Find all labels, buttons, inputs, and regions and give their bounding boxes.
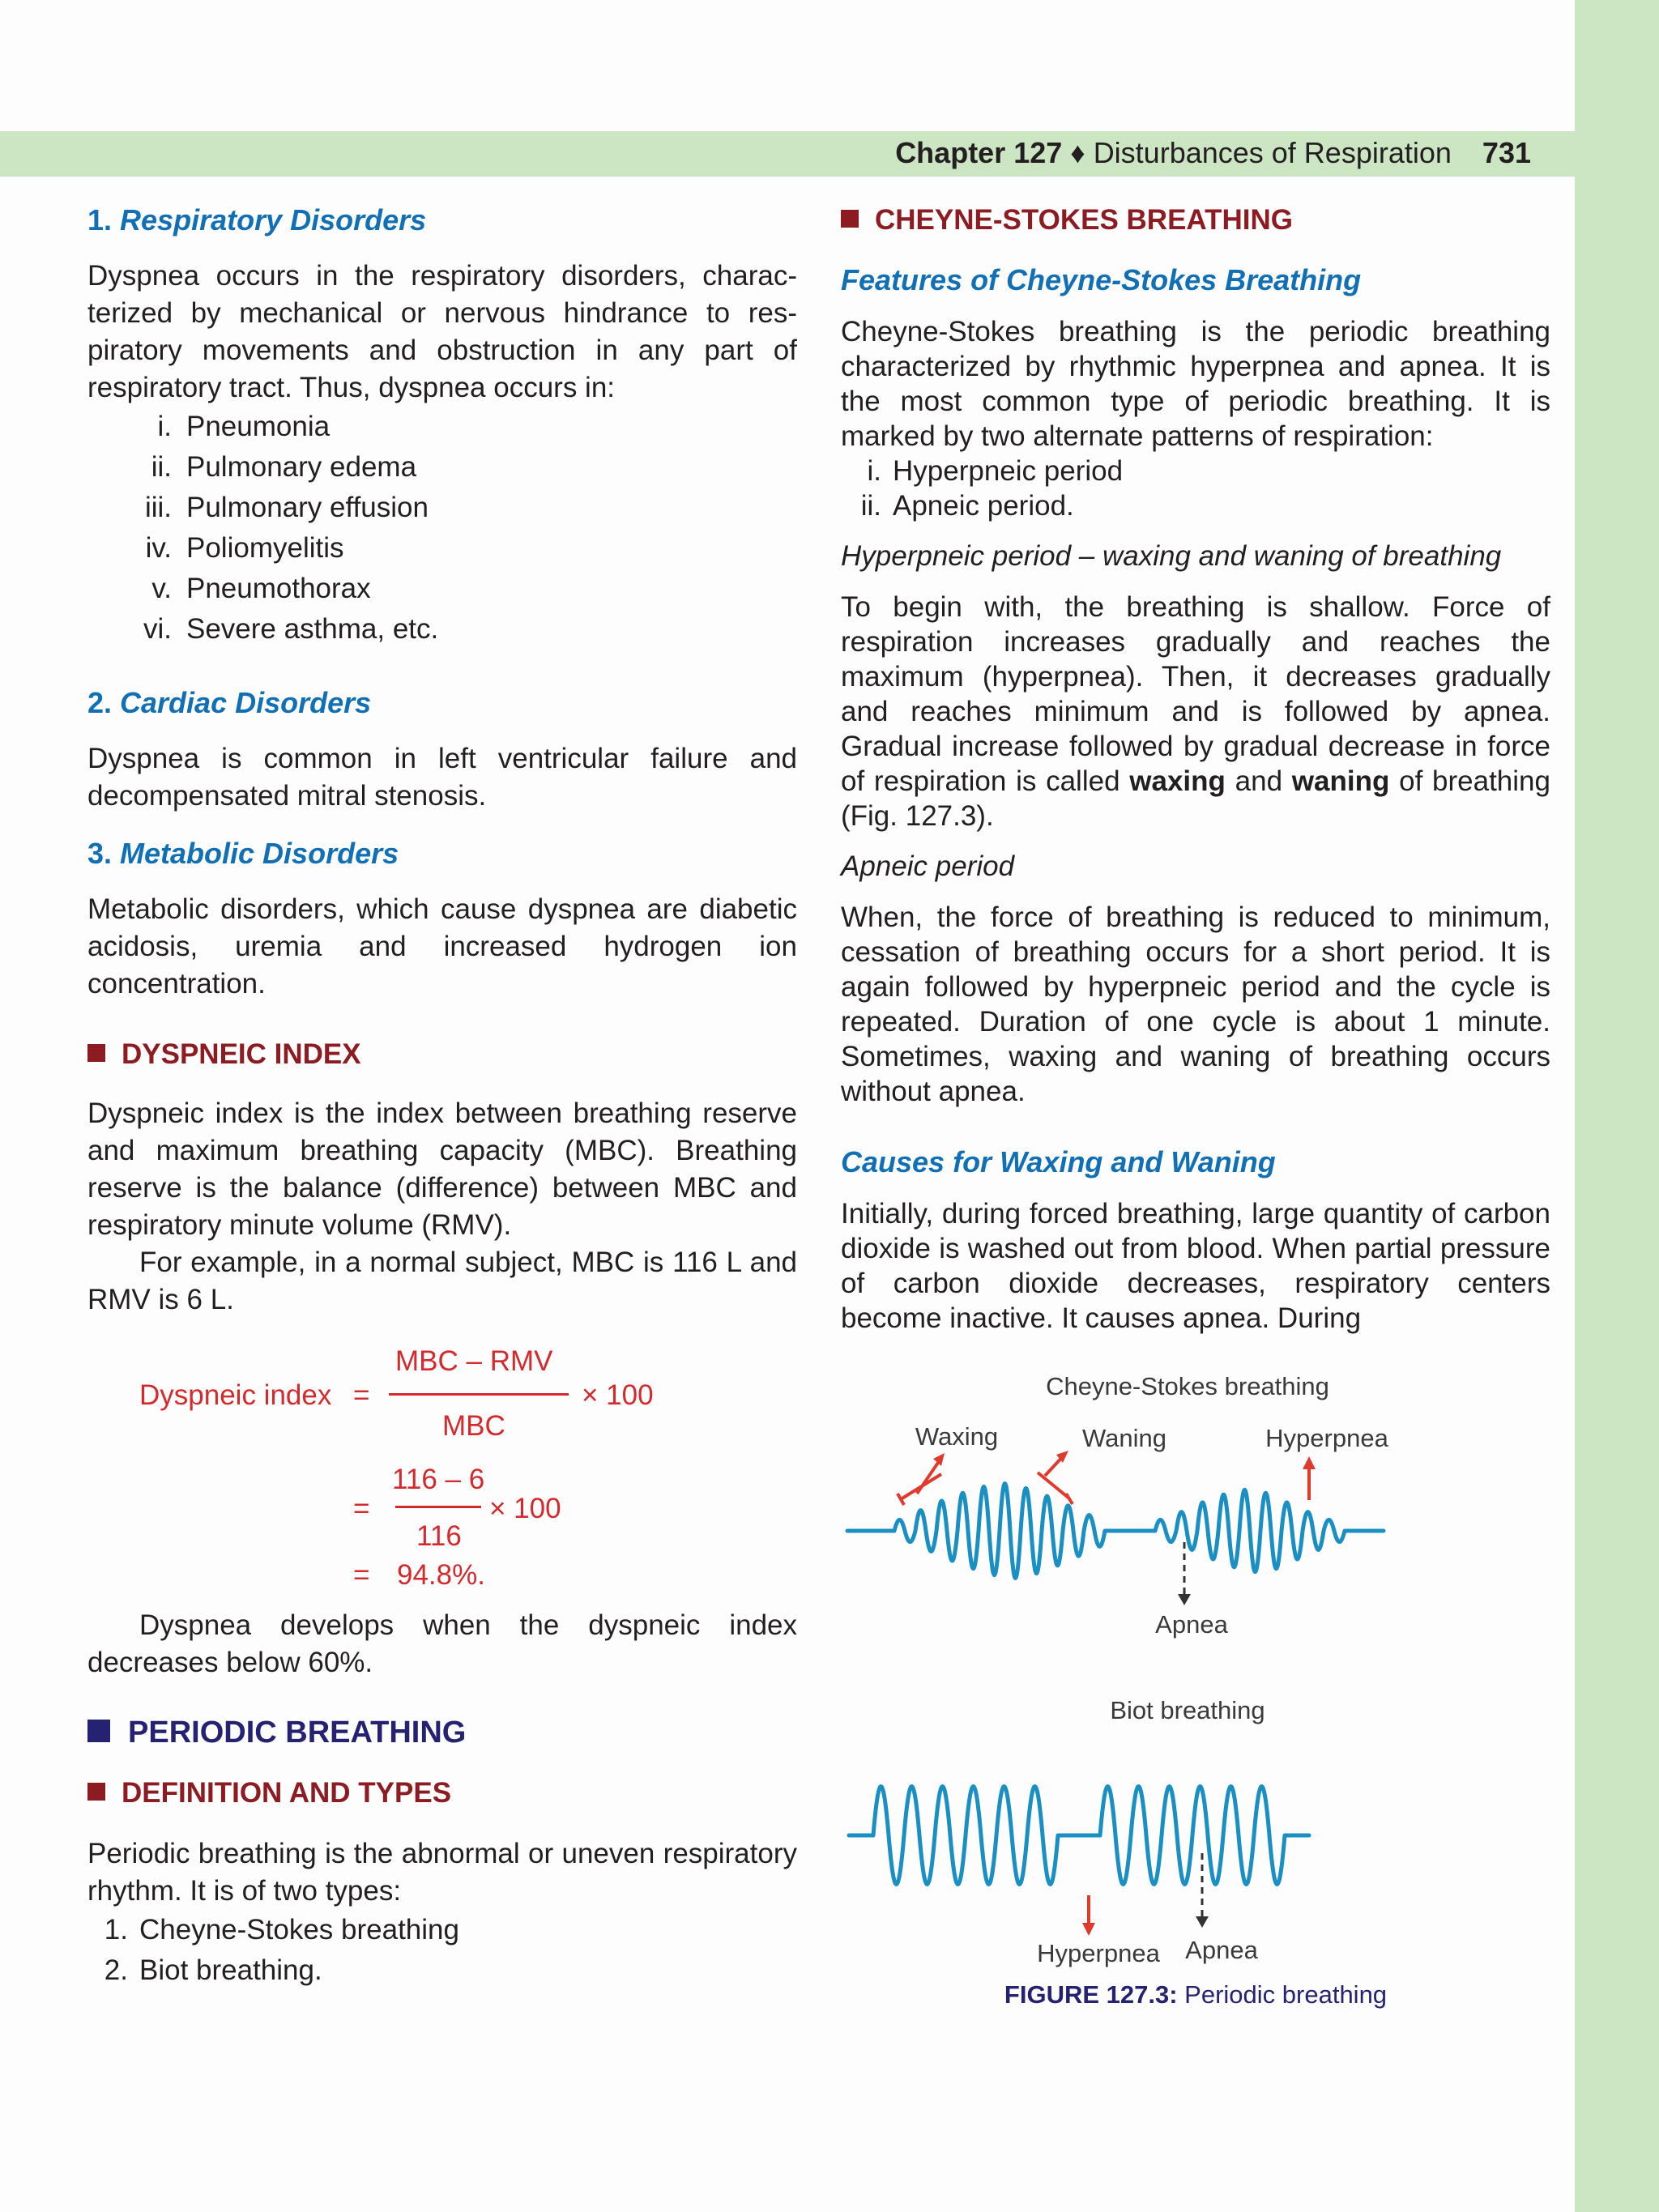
diamond-icon: ♦: [1070, 136, 1085, 169]
waxing-arrow: [898, 1453, 945, 1505]
causes-text: Initially, during forced breathing, large quantity of carbon dioxide is washed out from blood. When partial pressure of carbon dioxide decreases, respiratory centers become inactive. It causes apnea. During: [841, 1198, 1550, 1334]
waning-label: Waning: [1082, 1424, 1166, 1452]
dyspneic-index-heading: DYSPNEIC INDEX: [87, 1035, 797, 1074]
formula-label: Dyspneic index: [139, 1379, 332, 1411]
dyspneic-index-example: For example, in a normal subject, MBC is 116 L and RMV is 6 L.: [87, 1247, 797, 1315]
list-item-text: Poliomyelitis: [186, 532, 344, 564]
apnea-label: Apnea: [1155, 1610, 1228, 1639]
cs-title: Cheyne-Stokes breathing: [1046, 1372, 1329, 1400]
dyspneic-index-text: Dyspneic index is the index between breathing reserve and maximum breathing capacity (MBC). Breathing reserve is the balance (difference) between MBC and respiratory minute volume (RMV).: [87, 1097, 797, 1241]
biot-hyperpnea-label: Hyperpnea: [1037, 1939, 1160, 1967]
respiratory-disorder-item: [87, 488, 797, 528]
apnea-arrow: [1178, 1542, 1191, 1605]
periodic-breathing-heading: PERIODIC BREATHING: [87, 1712, 797, 1753]
figure-periodic-breathing: [841, 1353, 1550, 2033]
list-item-text: Hyperpneic period: [893, 455, 1124, 487]
periodic-breathing-text: Periodic breathing is the abnormal or uneven respiratory rhythm. It is of two types:: [87, 1838, 797, 1907]
chapter-number: Chapter 127: [895, 136, 1063, 169]
definition-types-heading: DEFINITION AND TYPES: [87, 1774, 797, 1813]
dyspnea-threshold-text: Dyspnea develops when the dyspneic index decreases below 60%.: [87, 1609, 797, 1678]
biot-title: Biot breathing: [1110, 1696, 1265, 1724]
figure-caption: FIGURE 127.3: Periodic breathing: [1004, 1980, 1388, 2009]
cheyne-stokes-wave: [847, 1484, 1384, 1579]
biot-apnea-label: Apnea: [1185, 1936, 1258, 1964]
list-item-text: Pneumothorax: [186, 573, 371, 604]
list-item-text: Pneumonia: [186, 411, 331, 442]
formula-result: 94.8%.: [397, 1559, 485, 1591]
list-item-text: Apneic period.: [893, 490, 1074, 522]
square-bullet-icon: [87, 1720, 110, 1742]
biot-apnea-arrow: [1196, 1853, 1209, 1928]
periodic-type-item: [87, 1950, 797, 1991]
respiratory-disorders-heading: 1. Respiratory Disorders: [87, 203, 427, 237]
respiratory-disorder-item: [87, 528, 797, 569]
waxing-label: Waxing: [915, 1422, 999, 1451]
list-item-text: Pulmonary effusion: [186, 492, 429, 523]
formula-multiplier-1: × 100: [582, 1379, 654, 1411]
square-bullet-icon: [87, 1044, 105, 1062]
respiratory-disorder-item: [87, 407, 797, 447]
formula-equals-2: =: [353, 1493, 370, 1524]
formula-denominator-1: MBC: [442, 1410, 505, 1442]
list-item-text: Cheyne-Stokes breathing: [139, 1914, 459, 1946]
list-marker: 2.: [104, 1954, 128, 1986]
formula-equals-3: =: [353, 1559, 370, 1591]
list-item-text: Biot breathing.: [139, 1954, 322, 1986]
list-marker: iv.: [145, 532, 172, 564]
features-item: [841, 488, 1550, 523]
respiratory-disorder-item: [87, 447, 797, 488]
biot-hyperpnea-arrow: [1082, 1895, 1095, 1936]
respiratory-disorder-item: [87, 609, 797, 650]
square-bullet-icon: [87, 1783, 105, 1801]
list-item-text: Severe asthma, etc.: [186, 613, 439, 645]
running-header: [895, 134, 1531, 172]
fraction-bar-2: [395, 1506, 481, 1508]
list-marker: i.: [157, 411, 172, 442]
list-marker: 1.: [104, 1914, 128, 1946]
hyperpnea-arrow: [1303, 1456, 1316, 1500]
periodic-types-list: [87, 1910, 797, 1991]
formula-denominator-2: 116: [416, 1520, 462, 1552]
list-marker: vi.: [143, 613, 172, 645]
waning-arrow: [1038, 1451, 1073, 1504]
respiratory-disorders-list: [87, 407, 797, 650]
hyperpneic-period-heading: Hyperpneic period – waxing and waning of breathing: [841, 540, 1502, 572]
hyperpnea-label: Hyperpnea: [1265, 1424, 1388, 1452]
features-item: [841, 454, 1550, 488]
list-marker: i.: [867, 455, 881, 487]
cheyne-stokes-heading: CHEYNE-STOKES BREATHING: [841, 201, 1550, 240]
causes-heading: Causes for Waxing and Waning: [841, 1145, 1276, 1178]
hyperpneic-period-text: To begin with, the breathing is shallow. Force of respiration increases gradually and reaches the maximum (hyperpnea). Then, it decreases gradually and reaches minimum and is followed by apnea. Gradual increase followed by gradual decrease in force of respiration is called waxing and waning of breathing (Fig. 127.3).: [841, 591, 1550, 832]
features-heading: Features of Cheyne-Stokes Breathing: [841, 263, 1362, 296]
features-list: [841, 454, 1550, 523]
square-bullet-icon: [841, 210, 859, 228]
apneic-period-heading: Apneic period: [841, 850, 1015, 882]
formula-numerator-1: MBC – RMV: [395, 1345, 553, 1377]
side-strip: [1575, 0, 1659, 2212]
features-text: Cheyne-Stokes breathing is the periodic breathing characterized by rhythmic hyperpnea and apnea. It is the most common type of periodic breathing. It is marked by two alternate patterns of respiration:: [841, 316, 1550, 452]
formula-multiplier-2: × 100: [489, 1493, 561, 1524]
breathing-diagram: [841, 1353, 1550, 1968]
apneic-period-text: When, the force of breathing is reduced to minimum, cessation of breathing occurs for a short period. It is again followed by hyperpneic period and the cycle is repeated. Duration of one cycle is about 1 minute. Sometimes, waxing and waning of breathing occurs without apnea.: [841, 901, 1550, 1107]
fraction-bar-1: [389, 1393, 569, 1396]
left-column: [87, 201, 797, 1991]
list-marker: iii.: [144, 492, 172, 523]
cardiac-disorders-text: Dyspnea is common in left ventricular failure and decompensated mitral stenosis.: [87, 743, 797, 812]
list-marker: ii.: [151, 451, 172, 483]
respiratory-disorders-text: Dyspnea occurs in the respiratory disorders, characterized by mechanical or nervous hindrance to respiratory movements and obstruction in any part of respiratory tract. Thus, dyspnea occurs in:: [87, 260, 797, 403]
right-column: [841, 201, 1550, 1336]
page-number: 731: [1482, 136, 1531, 169]
cardiac-disorders-heading: 2. Cardiac Disorders: [87, 686, 372, 719]
formula-numerator-2: 116 – 6: [392, 1464, 485, 1495]
biot-wave: [849, 1787, 1309, 1885]
chapter-title: Disturbances of Respiration: [1093, 136, 1452, 169]
periodic-type-item: [87, 1910, 797, 1950]
metabolic-disorders-heading: 3. Metabolic Disorders: [87, 837, 399, 870]
dyspneic-index-formula: [87, 1319, 797, 1592]
list-marker: v.: [151, 573, 172, 604]
formula-equals-1: =: [353, 1379, 370, 1411]
metabolic-disorders-text: Metabolic disorders, which cause dyspnea are diabetic acidosis, uremia and increased hydrogen ion concentration.: [87, 893, 797, 999]
respiratory-disorder-item: [87, 569, 797, 609]
list-item-text: Pulmonary edema: [186, 451, 417, 483]
list-marker: ii.: [860, 490, 881, 522]
